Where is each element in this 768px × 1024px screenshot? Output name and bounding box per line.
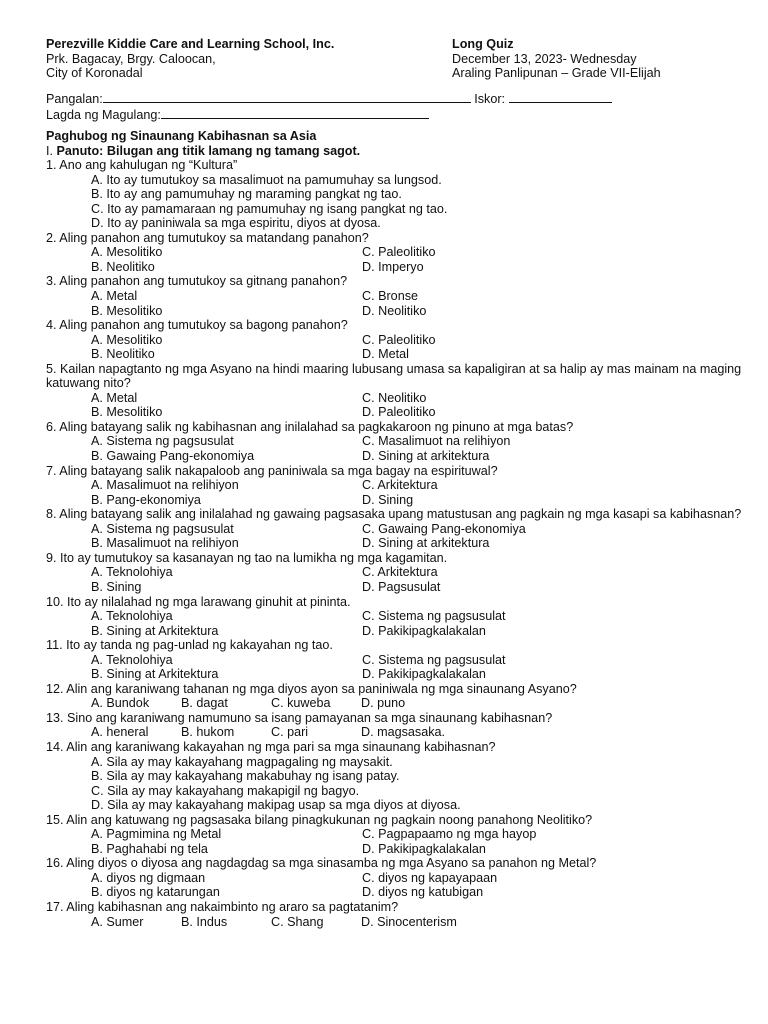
quiz-subject: Araling Panlipunan – Grade VII-Elijah xyxy=(452,66,661,80)
q1-option[interactable]: B. Ito ay ang pamumuhay ng maraming pangkat ng tao. xyxy=(91,187,402,202)
q15-option[interactable]: A. Pagmimina ng Metal xyxy=(91,827,222,842)
option-row xyxy=(46,333,746,348)
option-row xyxy=(46,725,746,740)
q7-option[interactable]: B. Pang-ekonomiya xyxy=(91,492,201,507)
q6-option[interactable]: A. Sistema ng pagsusulat xyxy=(91,434,234,449)
option-row xyxy=(46,624,746,639)
q5-option[interactable]: A. Metal xyxy=(91,390,138,405)
option-row xyxy=(46,915,746,930)
score-blank[interactable] xyxy=(509,91,612,103)
option-row xyxy=(46,187,746,202)
q2-option[interactable]: D. Imperyo xyxy=(362,259,424,274)
q4-option[interactable]: D. Metal xyxy=(362,347,409,362)
option-row xyxy=(46,522,746,537)
q2-option[interactable]: C. Paleolitiko xyxy=(362,245,436,260)
instruction-number: I. xyxy=(46,143,53,158)
q5-option[interactable]: C. Neolitiko xyxy=(362,390,427,405)
question-17: 17. Aling kabihasnan ang nakaimbinto ng araro sa pagtatanim? xyxy=(46,899,399,914)
option-row xyxy=(46,827,746,842)
q7-option[interactable]: C. Arkitektura xyxy=(362,478,438,493)
option-row xyxy=(46,434,746,449)
option-row xyxy=(46,580,746,595)
q3-option[interactable]: B. Mesolitiko xyxy=(91,303,163,318)
option-row xyxy=(46,696,746,711)
quiz-date: December 13, 2023- Wednesday xyxy=(452,51,637,66)
q12-option[interactable]: A. Bundok xyxy=(91,696,150,711)
parent-signature-blank[interactable] xyxy=(161,107,429,119)
q8-option[interactable]: C. Gawaing Pang-ekonomiya xyxy=(362,521,526,536)
q16-option[interactable]: B. diyos ng katarungan xyxy=(91,885,220,900)
option-row xyxy=(46,871,746,886)
q13-option[interactable]: D. magsasaka. xyxy=(361,725,445,740)
q2-option[interactable]: B. Neolitiko xyxy=(91,259,155,274)
option-row xyxy=(46,885,746,900)
quiz-body xyxy=(46,129,746,929)
quiz-title: Long Quiz xyxy=(452,37,514,51)
school-address-line2: City of Koronadal xyxy=(46,66,143,80)
q5-option[interactable]: D. Paleolitiko xyxy=(362,405,436,420)
question-3: 3. Aling panahon ang tumutukoy sa gitnang panahon? xyxy=(46,274,348,289)
question-8: 8. Aling batayang salik ang inilalahad ng gawaing pagsasaka upang matustusan ang pagkain ng mga kasapi sa kabihasnan? xyxy=(46,507,742,522)
q17-option[interactable]: B. Indus xyxy=(181,914,228,929)
q9-option[interactable]: A. Teknolohiya xyxy=(91,565,173,580)
instruction-line xyxy=(46,144,746,159)
q11-option[interactable]: D. Pakikipagkalakalan xyxy=(362,667,486,682)
question-11: 11. Ito ay tanda ng pag-unlad ng kakayahan ng tao. xyxy=(46,638,333,653)
option-row xyxy=(46,304,746,319)
q17-option[interactable]: A. Sumer xyxy=(91,914,144,929)
q17-option[interactable]: D. Sinocenterism xyxy=(361,914,457,929)
question-7: 7. Aling batayang salik nakapaloob ang paniniwala sa mga bagay na espirituwal? xyxy=(46,463,498,478)
school-address-line1: Prk. Bagacay, Brgy. Caloocan, xyxy=(46,51,216,66)
q5-option[interactable]: B. Mesolitiko xyxy=(91,405,163,420)
q13-option[interactable]: A. heneral xyxy=(91,725,149,740)
q9-option[interactable]: C. Arkitektura xyxy=(362,565,438,580)
q13-option[interactable]: B. hukom xyxy=(181,725,235,740)
option-row xyxy=(46,769,746,784)
name-label: Pangalan: xyxy=(46,92,103,106)
q14-option[interactable]: B. Sila ay may kakayahang makabuhay ng isang patay. xyxy=(91,769,400,784)
q15-option[interactable]: B. Paghahabi ng tela xyxy=(91,841,208,856)
q14-option[interactable]: C. Sila ay may kakayahang makapigil ng bagyo. xyxy=(91,783,360,798)
q3-option[interactable]: D. Neolitiko xyxy=(362,303,427,318)
option-row xyxy=(46,391,746,406)
section-title: Paghubog ng Sinaunang Kabihasnan sa Asia xyxy=(46,129,317,143)
q15-option[interactable]: D. Pakikipagkalakalan xyxy=(362,841,486,856)
q11-option[interactable]: A. Teknolohiya xyxy=(91,652,173,667)
option-row xyxy=(46,536,746,551)
q3-option[interactable]: A. Metal xyxy=(91,289,138,304)
option-row xyxy=(46,798,746,813)
option-row xyxy=(46,405,746,420)
q4-option[interactable]: C. Paleolitiko xyxy=(362,332,436,347)
q1-option[interactable]: D. Ito ay paniniwala sa mga espiritu, diyos at dyosa. xyxy=(91,216,381,231)
option-row xyxy=(46,653,746,668)
q9-option[interactable]: B. Sining xyxy=(91,579,142,594)
q11-option[interactable]: B. Sining at Arkitektura xyxy=(91,667,219,682)
q7-option[interactable]: D. Sining xyxy=(362,492,414,507)
option-row xyxy=(46,842,746,857)
name-blank[interactable] xyxy=(103,91,471,103)
option-row xyxy=(46,347,746,362)
q16-option[interactable]: C. diyos ng kapayapaan xyxy=(362,870,498,885)
q17-option[interactable]: C. Shang xyxy=(271,914,324,929)
q6-option[interactable]: C. Masalimuot na relihiyon xyxy=(362,434,511,449)
question-15: 15. Alin ang katuwang ng pagsasaka bilang pinagkukunan ng pagkain noong panahong Neolitiko? xyxy=(46,812,593,827)
q6-option[interactable]: D. Sining at arkitektura xyxy=(362,449,490,464)
option-row xyxy=(46,449,746,464)
q10-option[interactable]: A. Teknolohiya xyxy=(91,609,173,624)
q10-option[interactable]: C. Sistema ng pagsusulat xyxy=(362,609,506,624)
option-row xyxy=(46,202,746,217)
q8-option[interactable]: B. Masalimuot na relihiyon xyxy=(91,536,239,551)
q12-option[interactable]: B. dagat xyxy=(181,696,228,711)
q3-option[interactable]: C. Bronse xyxy=(362,289,418,304)
q16-option[interactable]: D. diyos ng katubigan xyxy=(362,885,484,900)
option-row xyxy=(46,216,746,231)
option-row xyxy=(46,565,746,580)
q10-option[interactable]: D. Pakikipagkalakalan xyxy=(362,623,486,638)
option-row xyxy=(46,667,746,682)
q15-option[interactable]: C. Pagpapaamo ng mga hayop xyxy=(362,827,537,842)
question-4: 4. Aling panahon ang tumutukoy sa bagong panahon? xyxy=(46,318,348,333)
q13-option[interactable]: C. pari xyxy=(271,725,309,740)
student-fields xyxy=(46,91,612,123)
option-row xyxy=(46,478,746,493)
q1-option[interactable]: A. Ito ay tumutukoy sa masalimuot na pamumuhay sa lungsod. xyxy=(91,172,442,187)
question-10: 10. Ito ay nilalahad ng mga larawang ginuhit at pininta. xyxy=(46,594,351,609)
q8-option[interactable]: A. Sistema ng pagsusulat xyxy=(91,521,234,536)
document-header xyxy=(46,37,736,81)
question-2: 2. Aling panahon ang tumutukoy sa matandang panahon? xyxy=(46,230,369,245)
q10-option[interactable]: B. Sining at Arkitektura xyxy=(91,623,219,638)
q4-option[interactable]: B. Neolitiko xyxy=(91,347,155,362)
option-row xyxy=(46,245,746,260)
q4-option[interactable]: A. Mesolitiko xyxy=(91,332,163,347)
option-row xyxy=(46,173,746,188)
option-row xyxy=(46,260,746,275)
q6-option[interactable]: B. Gawaing Pang-ekonomiya xyxy=(91,449,255,464)
question-1: 1. Ano ang kahulugan ng “Kultura” xyxy=(46,158,238,173)
q7-option[interactable]: A. Masalimuot na relihiyon xyxy=(91,478,239,493)
question-14: 14. Alin ang karaniwang kakayahan ng mga pari sa mga sinaunang kabihasnan? xyxy=(46,739,496,754)
q11-option[interactable]: C. Sistema ng pagsusulat xyxy=(362,652,506,667)
q1-option[interactable]: C. Ito ay pamamaraan ng pamumuhay ng isang pangkat ng tao. xyxy=(91,201,448,216)
question-13: 13. Sino ang karaniwang namumuno sa isang pamayanan sa mga sinaunang kabihasnan? xyxy=(46,710,553,725)
question-12: 12. Alin ang karaniwang tahanan ng mga diyos ayon sa paniniwala ng mga sinaunang Asyano? xyxy=(46,681,577,696)
parent-signature-label: Lagda ng Magulang: xyxy=(46,108,161,122)
q14-option[interactable]: D. Sila ay may kakayahang makipag usap sa mga diyos at diyosa. xyxy=(91,798,461,813)
q14-option[interactable]: A. Sila ay may kakayahang magpagaling ng maysakit. xyxy=(91,754,393,769)
question-16: 16. Aling diyos o diyosa ang nagdagdag sa mga sinasamba ng mga Asyano sa panahon ng Metal? xyxy=(46,856,597,871)
school-name: Perezville Kiddie Care and Learning School, Inc. xyxy=(46,37,335,51)
q2-option[interactable]: A. Mesolitiko xyxy=(91,245,163,260)
option-row xyxy=(46,289,746,304)
q9-option[interactable]: D. Pagsusulat xyxy=(362,579,441,594)
question-9: 9. Ito ay tumutukoy sa kasanayan ng tao na lumikha ng mga kagamitan. xyxy=(46,550,448,565)
question-5: 5. Kailan napagtanto ng mga Asyano na hindi maaring lubusang umasa sa kapaligiran at sa halip ay mas mainam na maging katuwang nito? xyxy=(46,361,742,391)
instruction-text: Panuto: Bilugan ang titik lamang ng tamang sagot. xyxy=(56,143,361,158)
score-label: Iskor: xyxy=(474,92,506,106)
q16-option[interactable]: A. diyos ng digmaan xyxy=(91,870,206,885)
option-row xyxy=(46,755,746,770)
q8-option[interactable]: D. Sining at arkitektura xyxy=(362,536,490,551)
option-row xyxy=(46,493,746,508)
option-row xyxy=(46,784,746,799)
question-list xyxy=(46,158,746,929)
q12-option[interactable]: C. kuweba xyxy=(271,696,331,711)
q12-option[interactable]: D. puno xyxy=(361,696,406,711)
option-row xyxy=(46,609,746,624)
question-6: 6. Aling batayang salik ng kabihasnan ang inilalahad sa pagkakaroon ng pinuno at mga batas? xyxy=(46,419,574,434)
